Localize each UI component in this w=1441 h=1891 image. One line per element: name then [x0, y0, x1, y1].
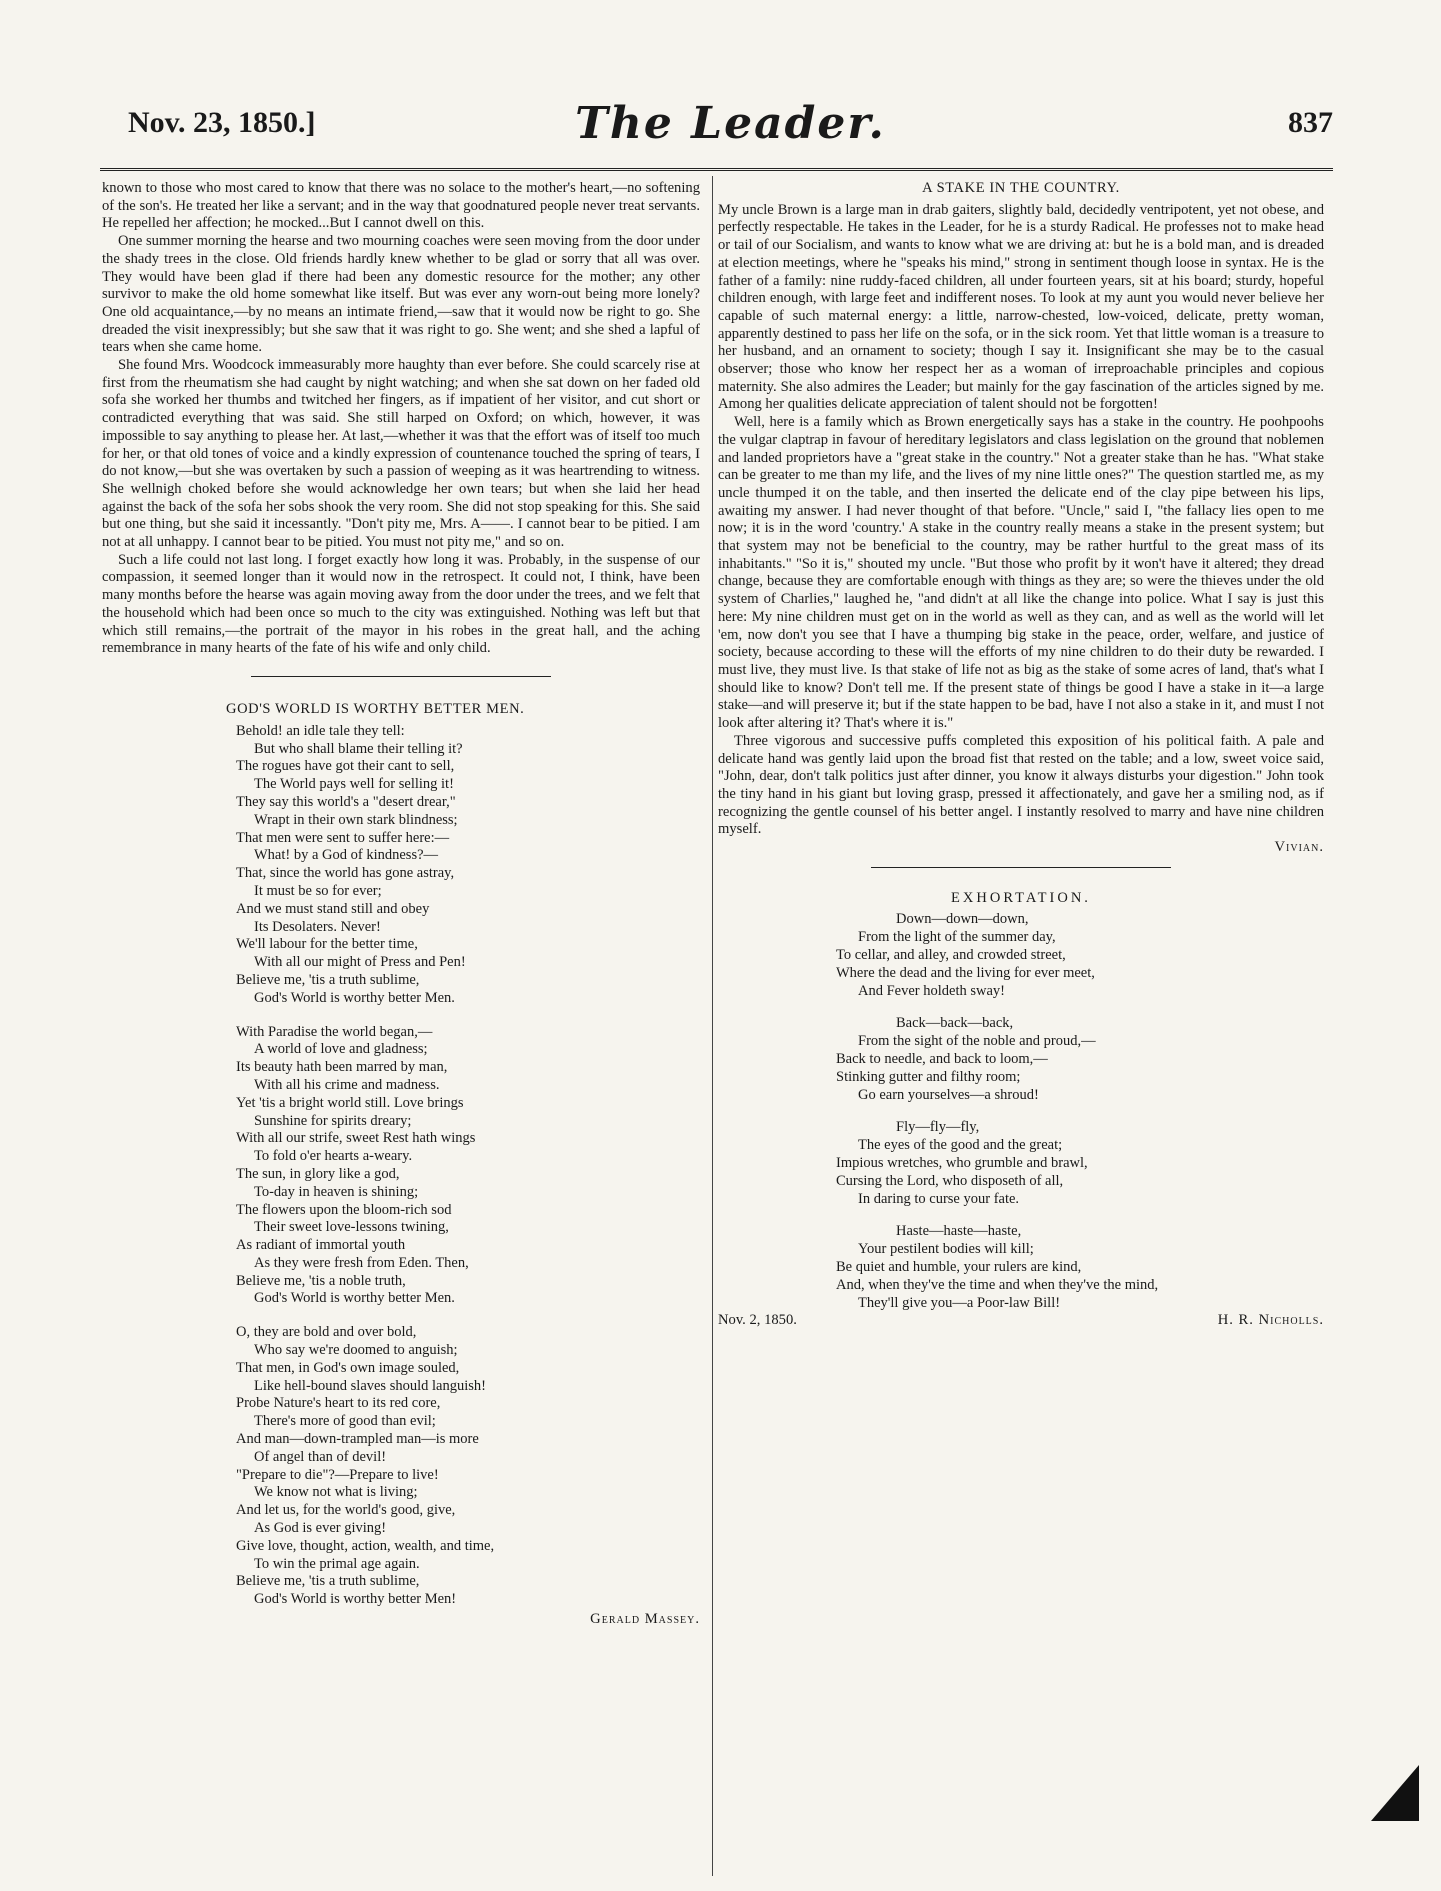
poem-line: To cellar, and alley, and crowded street, [836, 947, 1066, 964]
poem-line: O, they are bold and over bold, [236, 1324, 417, 1341]
poem-line: And man—down-trampled man—is more [236, 1431, 479, 1448]
poem-line: Back—back—back, [896, 1015, 1014, 1032]
poem-line: Probe Nature's heart to its red core, [236, 1395, 441, 1412]
poem-line: Down—down—down, [896, 911, 1029, 928]
poem-line: Impious wretches, who grumble and brawl, [836, 1154, 1088, 1171]
page-corner-mark [1371, 1765, 1419, 1821]
poem-gods-world [226, 700, 700, 1609]
poem-line: To win the primal age again. [254, 1555, 420, 1572]
poem-line: What! by a God of kindness?— [254, 847, 439, 864]
poem-line: The rogues have got their cant to sell, [236, 758, 455, 775]
right-column [718, 180, 1324, 1332]
poem-line: There's more of good than evil; [254, 1413, 436, 1430]
poem-title: EXHORTATION. [951, 889, 1091, 906]
page-number: 837 [1288, 106, 1333, 139]
poem-line: In daring to curse your fate. [858, 1190, 1020, 1207]
story-paragraph: One summer morning the hearse and two mourning coaches were seen moving from the door under the shady trees in the close. Old friends hardly knew whether to be glad or sorry that all was over. They would have been glad if there had been any domestic resource for the mother; any other survivor to make the old home somewhat like itself. But was ever any worn-out being more lonely? One old acquaintance,—by no means an intimate friend,—saw that it would now be right to go. She dreaded the visit inexpressibly; but she saw that it was right to go. She went; and she shed a lapful of tears when she came home. [102, 233, 700, 356]
poem-line: Its Desolaters. Never! [254, 918, 381, 935]
left-column [102, 180, 700, 1629]
story-paragraph: Three vigorous and successive puffs completed this exposition of his political faith. A pale and delicate hand was gently laid upon the broad fist that rested on the table; and a low, sweet voice said, "John, dear, don't talk politics just after dinner, you know it always disturbs your digestion." John took the tiny hand in his giant but loving grasp, pressed it affectionately, and gave her a smiling nod, as if recognizing the gentle counsel of his better angel. I instantly resolved to marry and have nine children myself. [718, 732, 1324, 838]
poem-stanza [836, 911, 1324, 1000]
story-title: A STAKE IN THE COUNTRY. [922, 180, 1120, 196]
poem-line: God's World is worthy better Men. [254, 1290, 455, 1307]
poem-line: But who shall blame their telling it? [254, 740, 463, 757]
poem-stanza [236, 1324, 700, 1609]
poem-line: Wrapt in their own stark blindness; [254, 811, 458, 828]
poem-line: The eyes of the good and the great; [858, 1137, 1063, 1154]
story-paragraph: Such a life could not last long. I forget exactly how long it was. Probably, in the suspense of our compassion, it seemed longer than it would now in the retrospect. It could not, I think, have been many months before the hearse was again moving away from the door under the trees, and we felt that the household which had been once so much to the city was extinguished. Nothing was left but that which still remains,—the portrait of the mayor in his robes in the great hall, and the aching remembrance in many hearts of the fate of his wife and only child. [102, 551, 700, 657]
poem-line: And let us, for the world's good, give, [236, 1502, 456, 1519]
poem-line: And we must stand still and obey [236, 900, 430, 917]
poem-line: Believe me, 'tis a truth sublime, [236, 1573, 420, 1590]
poem-line: Who say we're doomed to anguish; [254, 1342, 458, 1359]
poem-line: With all our strife, sweet Rest hath wings [236, 1130, 476, 1147]
story-paragraph: My uncle Brown is a large man in drab gaiters, slightly bald, decidedly ventripotent, yet not obese, and perfectly respectable. He takes in the Leader, for he is a sturdy Radical. He professes not to make head or tail of our Socialism, and wants to know what we are driving at: but he is a bold man, and is dreaded at election meetings, where he "speaks his mind," strong in sentiment though loose in syntax. He is the father of a family: nine ruddy-faced children, all under fourteen years, sit at his board; sturdy, hopeful children enough, with large feet and indifferent noses. To look at my aunt you would never believe her capable of such maternal energy: a little, narrow-chested, low-voiced, delicate, pretty woman, apparently destined to pass her life on the sofa, or in the sick room. Yet that little woman is a treasure to her husband, and an ornament to society; though I say it. Insignificant she may be to the casual observer; those who know her respect her as a woman of irreproachable principles and copious maternity. She also admires the Leader; but mainly for the gay fascination of the articles signed by me. Among her qualities delicate appreciation of talent should not be forgotten! [718, 201, 1324, 413]
poem-line: Like hell-bound slaves should languish! [254, 1377, 486, 1394]
poem-footer [718, 1312, 1324, 1332]
poem-line: As they were fresh from Eden. Then, [254, 1254, 469, 1271]
poem-line: Haste—haste—haste, [896, 1223, 1022, 1240]
poem-date: Nov. 2, 1850. [718, 1312, 797, 1329]
poem-line: Stinking gutter and filthy room; [836, 1068, 1021, 1085]
story-author: Vivian. [1274, 839, 1324, 856]
poem-line: That, since the world has gone astray, [236, 865, 455, 882]
masthead [128, 92, 1333, 152]
poem-line: Believe me, 'tis a truth sublime, [236, 971, 420, 988]
poem-line: As radiant of immortal youth [236, 1237, 406, 1254]
poem-stanza [236, 1024, 700, 1309]
poem-line: Back to needle, and back to loom,— [836, 1051, 1048, 1067]
poem-line: Sunshine for spirits dreary; [254, 1112, 412, 1129]
section-rule [251, 676, 551, 677]
poem-line: Be quiet and humble, your rulers are kind, [836, 1258, 1082, 1275]
poem-line: Yet 'tis a bright world still. Love brings [236, 1094, 464, 1111]
poem-line: Your pestilent bodies will kill; [858, 1241, 1034, 1258]
poem-line: Where the dead and the living for ever meet, [836, 964, 1095, 981]
poem-line: They'll give you—a Poor-law Bill! [858, 1294, 1061, 1311]
poem-line: From the sight of the noble and proud,— [858, 1033, 1096, 1050]
poem-line: Of angel than of devil! [254, 1448, 387, 1465]
poem-line: Give love, thought, action, wealth, and time, [236, 1537, 495, 1554]
poem-line: We know not what is living; [254, 1484, 418, 1501]
story-paragraph: known to those who most cared to know that there was no solace to the mother's heart,—no softening of the son's. He treated her like a servant; and in the way that goodnatured people never treat servants. He repelled her affection; he mocked...But I cannot dwell on this. [102, 180, 700, 232]
poem-line: As God is ever giving! [254, 1520, 387, 1537]
poem-line: They say this world's a "desert drear," [236, 793, 456, 810]
poem-stanza [836, 1119, 1324, 1208]
poem-line: Cursing the Lord, who disposeth of all, [836, 1172, 1064, 1189]
poem-line: The sun, in glory like a god, [236, 1165, 400, 1182]
poem-author: H. R. Nicholls. [1217, 1312, 1324, 1329]
poem-line: With all our might of Press and Pen! [254, 954, 466, 971]
poem-line: That men were sent to suffer here:— [236, 829, 450, 846]
masthead-rule [100, 168, 1333, 171]
poem-line: Their sweet love-lessons twining, [254, 1219, 449, 1236]
newspaper-title: The Leader. [575, 98, 886, 149]
poem-line: From the light of the summer day, [858, 929, 1056, 946]
poem-line: To-day in heaven is shining; [254, 1183, 419, 1200]
poem-author: Gerald Massey. [590, 1611, 700, 1628]
poem-line: The World pays well for selling it! [254, 776, 454, 793]
section-rule [871, 867, 1171, 868]
poem-stanza [836, 1223, 1324, 1312]
poem-line: The flowers upon the bloom-rich sod [236, 1201, 452, 1218]
poem-line: Its beauty hath been marred by man, [236, 1059, 448, 1076]
poem-line: God's World is worthy better Men! [254, 1591, 457, 1608]
poem-line: Believe me, 'tis a noble truth, [236, 1272, 406, 1289]
poem-line: Go earn yourselves—a shroud! [858, 1086, 1039, 1103]
poem-line: And, when they've the time and when they've the mind, [836, 1276, 1159, 1293]
poem-line: That men, in God's own image souled, [236, 1359, 460, 1376]
poem-line: With all his crime and madness. [254, 1076, 440, 1093]
poem-line: With Paradise the world began,— [236, 1023, 433, 1040]
poem-stanza [836, 1015, 1324, 1104]
poem-line: Fly—fly—fly, [896, 1119, 980, 1136]
story-paragraph: Well, here is a family which as Brown energetically says has a stake in the country. He poohpoohs the vulgar claptrap in favour of hereditary legislators and class legislation on the ground that noblemen and landed proprietors have a "great stake in the country." Not a greater stake than he has. "What stake can be greater to me than my life, and the lives of my nine little ones?" The question startled me, as my uncle thumped it on the table, and then inserted the delicate end of the clay pipe between his lips, awaiting my answer. I had never thought of that before. "Uncle," said I, "the fallacy lies open to me now; it is in the word 'country.' A stake in the country really means a stake in the present system; but that system may not be beneficial to the country, may be rather hurtful to the great mass of its inhabitants." "So it is," shouted my uncle. "But those who profit by it won't have it altered; they dread change, because they are comfortable enough with things as they are; so were the thieves under the old system of Charlies," laughed he, "and didn't at all like the change into police. What I say is just this here: My nine children must get on in the world as well as they can, and as well as the world will let 'em, now don't you see that I have a thumping big stake in the peace, order, welfare, and justice of society, because according to these will the efforts of my nine children to do their duty be rewarded. I must live, they must live. Is that stake of life not as big as the stake of some acres of land, that's what I should like to know? Don't tell me. If the present state of things be good I have a stake in it—a large stake—and will preserve it; but if the state happen to be bad, have I not also a stake in it, and must I not look after altering it? That's where it is." [718, 414, 1324, 732]
poem-line: "Prepare to die"?—Prepare to live! [236, 1466, 439, 1483]
poem-line: To fold o'er hearts a-weary. [254, 1148, 413, 1165]
poem-title: GOD'S WORLD IS WORTHY BETTER MEN. [226, 700, 525, 717]
poem-line: It must be so for ever; [254, 882, 382, 899]
poem-exhortation [836, 911, 1324, 1312]
poem-line: Behold! an idle tale they tell: [236, 722, 405, 739]
poem-line: We'll labour for the better time, [236, 936, 418, 953]
column-divider [712, 176, 713, 1876]
issue-date: Nov. 23, 1850.] [128, 106, 316, 139]
poem-line: And Fever holdeth sway! [858, 982, 1005, 999]
poem-stanza [236, 723, 700, 1008]
poem-line: God's World is worthy better Men. [254, 989, 455, 1006]
story-paragraph: She found Mrs. Woodcock immeasurably more haughty than ever before. She could scarcely rise at first from the rheumatism she had caught by night watching; and when she sat down on her faded old sofa she worked her thumbs and twitched her fingers, as if impatient of her visitor, and cut short or contradicted everything that was said. She still harped on Oxford; on which, however, it was impossible to say anything to please her. At last,—whether it was that the effort was of itself too much for her, or that old tones of voice and a kindly expression of countenance touched the spring of tears, I do not know,—but she was overtaken by such a passion of weeping as it was heartrending to witness. She wellnigh choked before she would acknowledge her own tears; but when she laid her head against the back of the sofa her sobs shook the very room. She did not stop speaking for this. She said but one thing, but she said it incessantly. "Don't pity me, Mrs. A——. I cannot bear to be pitied. I am not at all unhappy. I cannot bear to be pitied. You must not pity me," and so on. [102, 357, 700, 551]
poem-line: A world of love and gladness; [254, 1041, 428, 1058]
